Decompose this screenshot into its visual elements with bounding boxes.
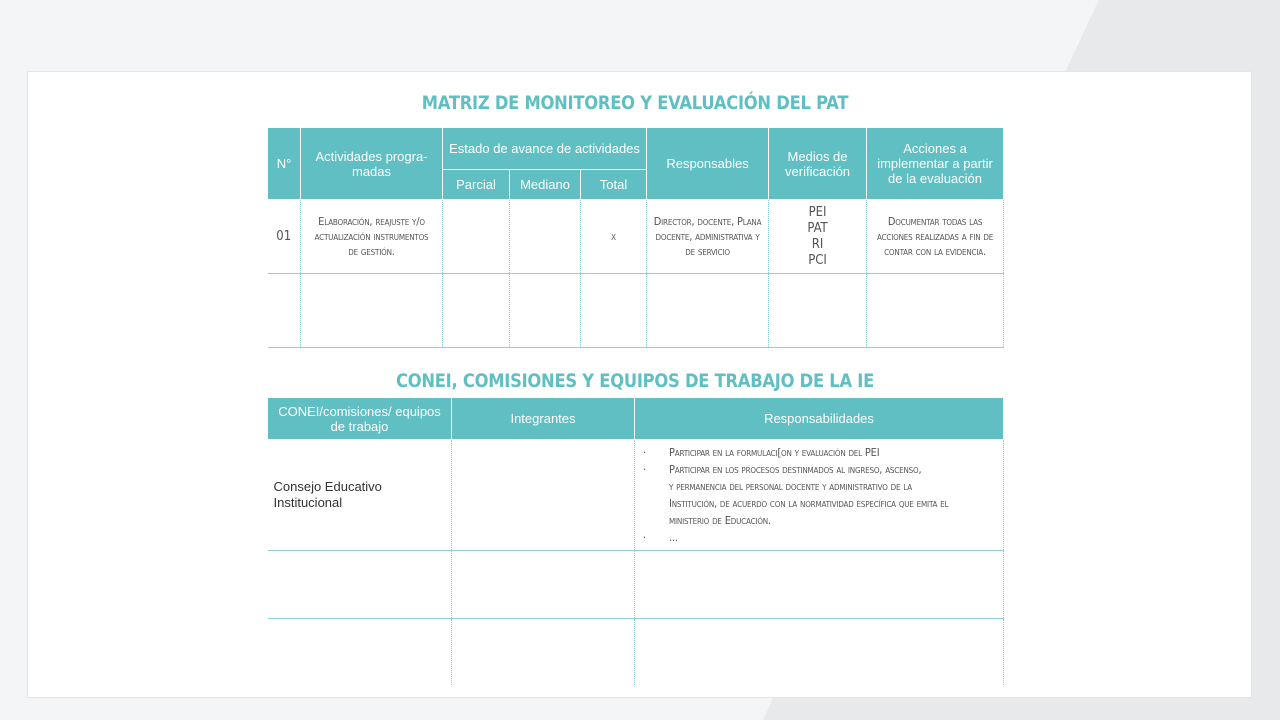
header-integrantes: Integrantes — [452, 398, 635, 440]
list-item: y permanencia del personal docente y administrativo de la — [669, 480, 912, 493]
conei-title: CONEI, COMISIONES Y EQUIPOS DE TRABAJO DE LA IE — [395, 370, 875, 392]
cell-responsables: Director, docente, Plana docente, administrativa y de servicio — [647, 200, 769, 274]
empty-cell — [452, 619, 635, 685]
cell-num: 01 — [268, 200, 301, 274]
cell-parcial — [443, 200, 510, 274]
table-row — [268, 274, 1004, 348]
empty-cell — [635, 551, 1004, 619]
medio-item: RI — [811, 236, 824, 252]
matriz-table — [267, 127, 1004, 348]
header-responsables: Responsables — [647, 128, 769, 200]
cell-mediano — [510, 200, 581, 274]
table-row — [268, 200, 1004, 274]
matriz-title: MATRIZ DE MONITOREO Y EVALUACIÓN DEL PAT — [421, 92, 849, 114]
empty-cell — [581, 274, 647, 348]
cell-medios — [769, 200, 867, 274]
empty-cell — [510, 274, 581, 348]
empty-cell — [268, 274, 301, 348]
list-item: · Participar en los procesos destinmados al ingreso, ascenso, — [641, 461, 997, 478]
empty-cell — [635, 619, 1004, 685]
cell-conei-name: Consejo Educativo Institucional — [268, 440, 452, 551]
cell-actividad: Elaboración, reajuste y/o actualización instrumentos de gestión. — [301, 200, 443, 274]
header-estado: Estado de avance de actividades — [443, 128, 647, 170]
cell-responsabilidades — [635, 440, 1004, 551]
header-mediano: Mediano — [510, 170, 581, 200]
cell-acciones: Documentar todas las acciones realizadas a fin de contar con la evidencia. — [867, 200, 1004, 274]
empty-cell — [301, 274, 443, 348]
header-num: N° — [268, 128, 301, 200]
cell-total: x — [581, 200, 647, 274]
list-item: · ... — [641, 529, 997, 546]
medio-item: PEI — [808, 204, 827, 220]
list-item: Institución, de acuerdo con la normatividad específica que emita el — [669, 497, 949, 510]
header-medios: Medios de verificación — [769, 128, 867, 200]
empty-cell — [268, 551, 452, 619]
header-responsabilidades: Responsabilidades — [635, 398, 1004, 440]
table-row — [268, 440, 1004, 551]
empty-cell — [443, 274, 510, 348]
header-parcial: Parcial — [443, 170, 510, 200]
cell-integrantes — [452, 440, 635, 551]
empty-cell — [268, 619, 452, 685]
empty-cell — [647, 274, 769, 348]
empty-cell — [452, 551, 635, 619]
header-total: Total — [581, 170, 647, 200]
header-comisiones: CONEI/comisiones/ equipos de trabajo — [268, 398, 452, 440]
header-actividades: Actividades progra-madas — [301, 128, 443, 200]
table-row — [268, 619, 1004, 685]
medio-item: PCI — [808, 252, 827, 268]
list-item: · Participar en la formulaci[on y evaluación del PEI — [641, 444, 997, 461]
header-acciones: Acciones a implementar a partir de la evaluación — [867, 128, 1004, 200]
table-row — [268, 551, 1004, 619]
list-item: ministerio de Educación. — [669, 514, 771, 527]
medio-item: PAT — [807, 220, 828, 236]
conei-table — [267, 397, 1004, 685]
empty-cell — [867, 274, 1004, 348]
empty-cell — [769, 274, 867, 348]
